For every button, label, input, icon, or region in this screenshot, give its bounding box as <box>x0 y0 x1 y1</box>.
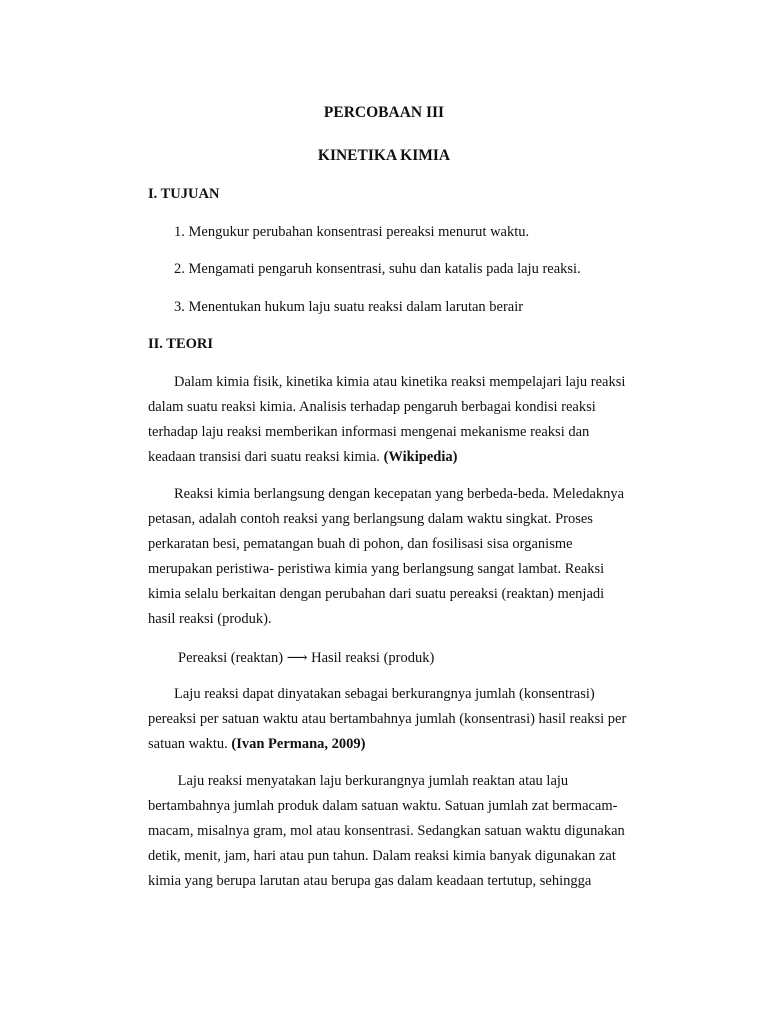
citation: (Ivan Permana, 2009) <box>231 736 366 752</box>
document-title: PERCOBAAN III <box>323 104 445 121</box>
paragraph-2 <box>148 482 648 632</box>
paragraph-line: kimia selalu berkaitan dengan perubahan dari suatu pereaksi (reaktan) menjadi <box>148 586 605 602</box>
paragraph-line: bertambahnya jumlah produk dalam satuan waktu. Satuan jumlah zat bermacam- <box>148 798 618 814</box>
paragraph-4 <box>148 769 648 894</box>
section-heading-teori: II. TEORI <box>148 336 214 352</box>
paragraph-1 <box>148 370 648 470</box>
citation: (Wikipedia) <box>383 449 458 465</box>
list-item: 3. Menentukan hukum laju suatu reaksi dalam larutan berair <box>174 299 524 315</box>
paragraph-line: perkaratan besi, pematangan buah di pohon, dan fosilisasi sisa organisme <box>148 536 573 552</box>
paragraph-line: hasil reaksi (produk). <box>148 611 272 627</box>
paragraph-line: detik, menit, jam, hari atau pun tahun. Dalam reaksi kimia banyak digunakan zat <box>148 848 616 864</box>
document-subtitle: KINETIKA KIMIA <box>317 147 451 164</box>
reaction-formula: Pereaksi (reaktan) ⟶ Hasil reaksi (produk) <box>178 650 435 666</box>
paragraph-line: kimia yang berupa larutan atau berupa gas dalam keadaan tertutup, sehingga <box>148 873 592 889</box>
paragraph-text: satuan waktu. <box>148 736 228 752</box>
paragraph-line: macam, misalnya gram, mol atau konsentrasi. Sedangkan satuan waktu digunakan <box>148 823 625 839</box>
paragraph-line: Reaksi kimia berlangsung dengan kecepatan yang berbeda-beda. Meledaknya <box>174 486 625 502</box>
paragraph-text: keadaan transisi dari suatu reaksi kimia. <box>148 449 380 465</box>
list-item: 2. Mengamati pengaruh konsentrasi, suhu dan katalis pada laju reaksi. <box>174 261 581 277</box>
paragraph-line: Laju reaksi menyatakan laju berkurangnya jumlah reaktan atau laju <box>174 773 569 789</box>
paragraph-line: merupakan peristiwa- peristiwa kimia yang berlangsung sangat lambat. Reaksi <box>148 561 605 577</box>
paragraph-3 <box>148 682 648 757</box>
paragraph-line: pereaksi per satuan waktu atau bertambahnya jumlah (konsentrasi) hasil reaksi per <box>148 711 627 727</box>
paragraph-line-last <box>148 445 648 470</box>
paragraph-line-last <box>148 732 648 757</box>
paragraph-line: terhadap laju reaksi memberikan informasi mengenai mekanisme reaksi dan <box>148 424 590 440</box>
paragraph-line: Laju reaksi dapat dinyatakan sebagai berkurangnya jumlah (konsentrasi) <box>174 686 595 702</box>
paragraph-line: dalam suatu reaksi kimia. Analisis terhadap pengaruh berbagai kondisi reaksi <box>148 399 596 415</box>
section-heading-tujuan: I. TUJUAN <box>148 186 220 202</box>
paragraph-line: petasan, adalah contoh reaksi yang berlangsung dalam waktu singkat. Proses <box>148 511 593 527</box>
list-item: 1. Mengukur perubahan konsentrasi pereaksi menurut waktu. <box>174 224 530 240</box>
paragraph-line: Dalam kimia fisik, kinetika kimia atau kinetika reaksi mempelajari laju reaksi <box>174 374 626 390</box>
